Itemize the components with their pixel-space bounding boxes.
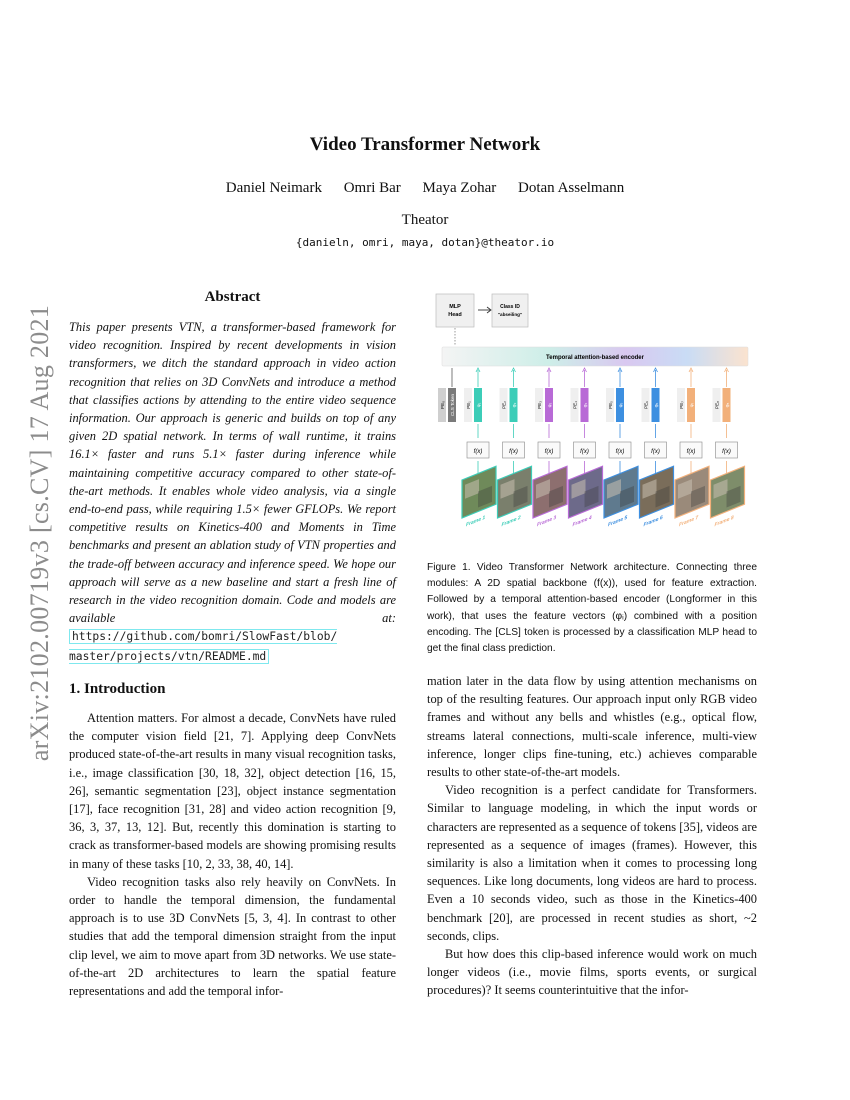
figure-caption: Figure 1. Video Transformer Network architecture. Connecting three modules: A 2D spatial backbone (f(x)), used for feature extraction. Followed by a temporal attention-based encoder (Longformer in this work), that uses the feature vectors (φᵢ) combined with a position encoding. The [CLS] token is processed by a classification MLP head to get the final class prediction. <box>427 562 757 655</box>
token-pair <box>571 368 589 438</box>
cls-pe-label: PE₀ <box>440 401 445 409</box>
mlp-head-box <box>436 294 474 327</box>
token-pair <box>642 368 660 438</box>
cls-token-label: CLS Token <box>450 394 455 416</box>
pe-label: PE₆ <box>643 401 649 409</box>
pe-label: PE₈ <box>714 401 720 409</box>
pe-label: PE₁ <box>466 401 471 409</box>
abstract-heading: Abstract <box>204 289 261 305</box>
frame-label: Frame 4 <box>572 514 592 529</box>
paragraph: But how does this clip-based inference would work on much longer videos (i.e., movie films, sports events, or surgical procedures)? It seems counterintuitive that the infor- <box>427 947 757 998</box>
video-frame <box>462 466 496 530</box>
phi-label: φ₃ <box>547 402 552 408</box>
class-id-label-1: Class ID <box>500 304 520 310</box>
input-frames <box>462 466 745 530</box>
paper-title: Video Transformer Network <box>309 134 541 155</box>
backbone-label: f(x) <box>651 449 660 455</box>
frame-label: Frame 1 <box>466 514 486 529</box>
backbone-label: f(x) <box>615 449 625 455</box>
backbone-label: f(x) <box>580 449 589 455</box>
abstract-text: This paper presents VTN, a transformer-based framework for video recognition. Inspired by recent developments in vision transformers, we ditch the standard approach in video action recognition that relies on 3D ConvNets and introduce a method that classifies actions by attending to the entire video sequence information. Our approach is generic and builds on top of any given 2D spatial network. In terms of wall runtime, it trains 16.1× faster and runs 5.1× faster during inference while maintaining competitive accuracy compared to other state-of-the-art methods. It enables whole video analysis, via a single end-to-end pass, while requiring 1.5× fewer GFLOPs. We report competitive results on Kinetics-400 and Moments in Time benchmarks and present an ablation study of VTN properties and the trade-off between accuracy and inference speed. We hope our approach will serve as a new baseline and start a fresh line of research in the video recognition domain. Code and models are available at: <box>69 320 396 626</box>
class-id-box <box>492 294 528 327</box>
token-pair <box>713 368 731 438</box>
author-emails: {danieln, omri, maya, dotan}@theator.io <box>295 236 555 249</box>
phi-label: φ₅ <box>618 402 623 408</box>
frame-label: Frame 8 <box>714 514 734 529</box>
temporal-encoder-bar <box>442 347 748 366</box>
frame-label: Frame 7 <box>679 514 699 529</box>
frame-label: Frame 2 <box>501 514 521 529</box>
token-pair <box>677 368 695 438</box>
paragraph: Attention matters. For almost a decade, ConvNets have ruled the computer vision field [21, 7]. Applying deep ConvNets produced state-of-the-art results in many visual recognition tasks, i.e., image classification [30, 18, 32], object detection [16, 15, 26], semantic segmentation [23], object instance segmentation [17], face recognition [31, 28] and video action recognition [9, 36, 3, 37, 13, 12]. But, recently this domination is starting to crack as transformer-based models are showing promising results in many of these tasks [10, 2, 33, 38, 40, 14]. <box>69 711 396 871</box>
backbone-label: f(x) <box>509 449 518 455</box>
backbone-label: f(x) <box>686 449 696 455</box>
introduction-heading: 1. Introduction <box>69 681 166 697</box>
video-frame <box>533 466 567 530</box>
author-name: Maya Zohar <box>422 180 497 196</box>
vtn-architecture-figure <box>432 290 757 540</box>
right-column-text <box>427 672 757 1000</box>
author-list <box>0 180 850 197</box>
paragraph: Video recognition is a perfect candidate for Transformers. Similar to language modeling, in which the input words or characters are represented as a sequence of tokens [35], videos are represented as a sequence of images (frames). However, this similarity is also a limitation when it comes to processing long sequences. Like long documents, long videos are hard to process. Even a 10 seconds video, such as those in the Kinetics-400 benchmark [20], are processed in recent studies as short, ~2 seconds, clips. <box>427 783 757 943</box>
code-url-link[interactable] <box>69 629 337 663</box>
paragraph: mation later in the data flow by using attention mechanisms on top of the resulting features. Our approach input only RGB video frames and without any bells and whistles (e.g., optical flow, streams lateral connections, multi-scale inference, multi-view inference, longer clips fine-tuning, etc.) achieves comparable results to other state-of-the-art models. <box>427 674 757 780</box>
author-name: Omri Bar <box>343 180 401 196</box>
author-name: Dotan Asselmann <box>518 180 625 196</box>
token-pair <box>606 368 624 438</box>
encoder-label: Temporal attention-based encoder <box>546 355 644 361</box>
video-frame <box>711 466 745 530</box>
phi-label: φ₈ <box>724 402 730 408</box>
pe-label: PE₄ <box>572 401 578 409</box>
video-frame <box>569 466 603 530</box>
pe-label: PE₂ <box>501 401 507 409</box>
code-url-part-1: https://github.com/bomri/SlowFast/blob/ <box>72 630 338 644</box>
video-frame <box>640 466 674 530</box>
phi-label: φ₇ <box>689 402 694 408</box>
video-frame <box>675 466 709 530</box>
phi-label: φ₂ <box>511 402 517 408</box>
class-id-label-2: "abseiling" <box>497 312 523 317</box>
left-column-text <box>69 709 396 1000</box>
backbone-label: f(x) <box>544 449 554 455</box>
arrow-right-icon <box>478 307 491 313</box>
video-frame <box>604 466 638 530</box>
token-pair <box>500 368 518 438</box>
frame-label: Frame 5 <box>608 514 628 529</box>
abstract-body <box>69 318 396 666</box>
arxiv-side-stamp: arXiv:2102.00719v3 [cs.CV] 17 Aug 2021 <box>25 304 54 762</box>
backbone-label: f(x) <box>722 449 731 455</box>
affiliation: Theator <box>401 212 449 228</box>
backbone-label: f(x) <box>473 449 483 455</box>
frame-label: Frame 6 <box>643 514 663 529</box>
mlp-head-label-2: Head <box>448 312 462 318</box>
cls-token-column <box>438 368 456 422</box>
pe-label: PE₃ <box>537 401 542 409</box>
phi-label: φ₆ <box>653 402 659 408</box>
pe-label: PE₅ <box>608 401 613 409</box>
token-pair <box>535 368 553 438</box>
paragraph: Video recognition tasks also rely heavily on ConvNets. In order to handle the temporal dimension, the fundamental approach is to use 3D ConvNets [5, 3, 4]. In contrast to other studies that add the temporal dimension straight from the input clip level, we aim to move apart from 3D networks. We use state-of-the-art 2D architectures to learn the spatial feature representations and add the temporal infor- <box>69 874 396 999</box>
author-name: Daniel Neimark <box>225 180 322 196</box>
token-columns <box>464 368 731 438</box>
frame-label: Frame 3 <box>537 514 557 529</box>
mlp-head-label-1: MLP <box>449 304 461 310</box>
phi-label: φ₁ <box>476 402 481 408</box>
token-pair <box>464 368 482 438</box>
video-frame <box>498 466 532 530</box>
code-url-part-2: master/projects/vtn/README.md <box>69 649 267 663</box>
phi-label: φ₄ <box>582 402 588 408</box>
pe-label: PE₇ <box>679 401 684 409</box>
